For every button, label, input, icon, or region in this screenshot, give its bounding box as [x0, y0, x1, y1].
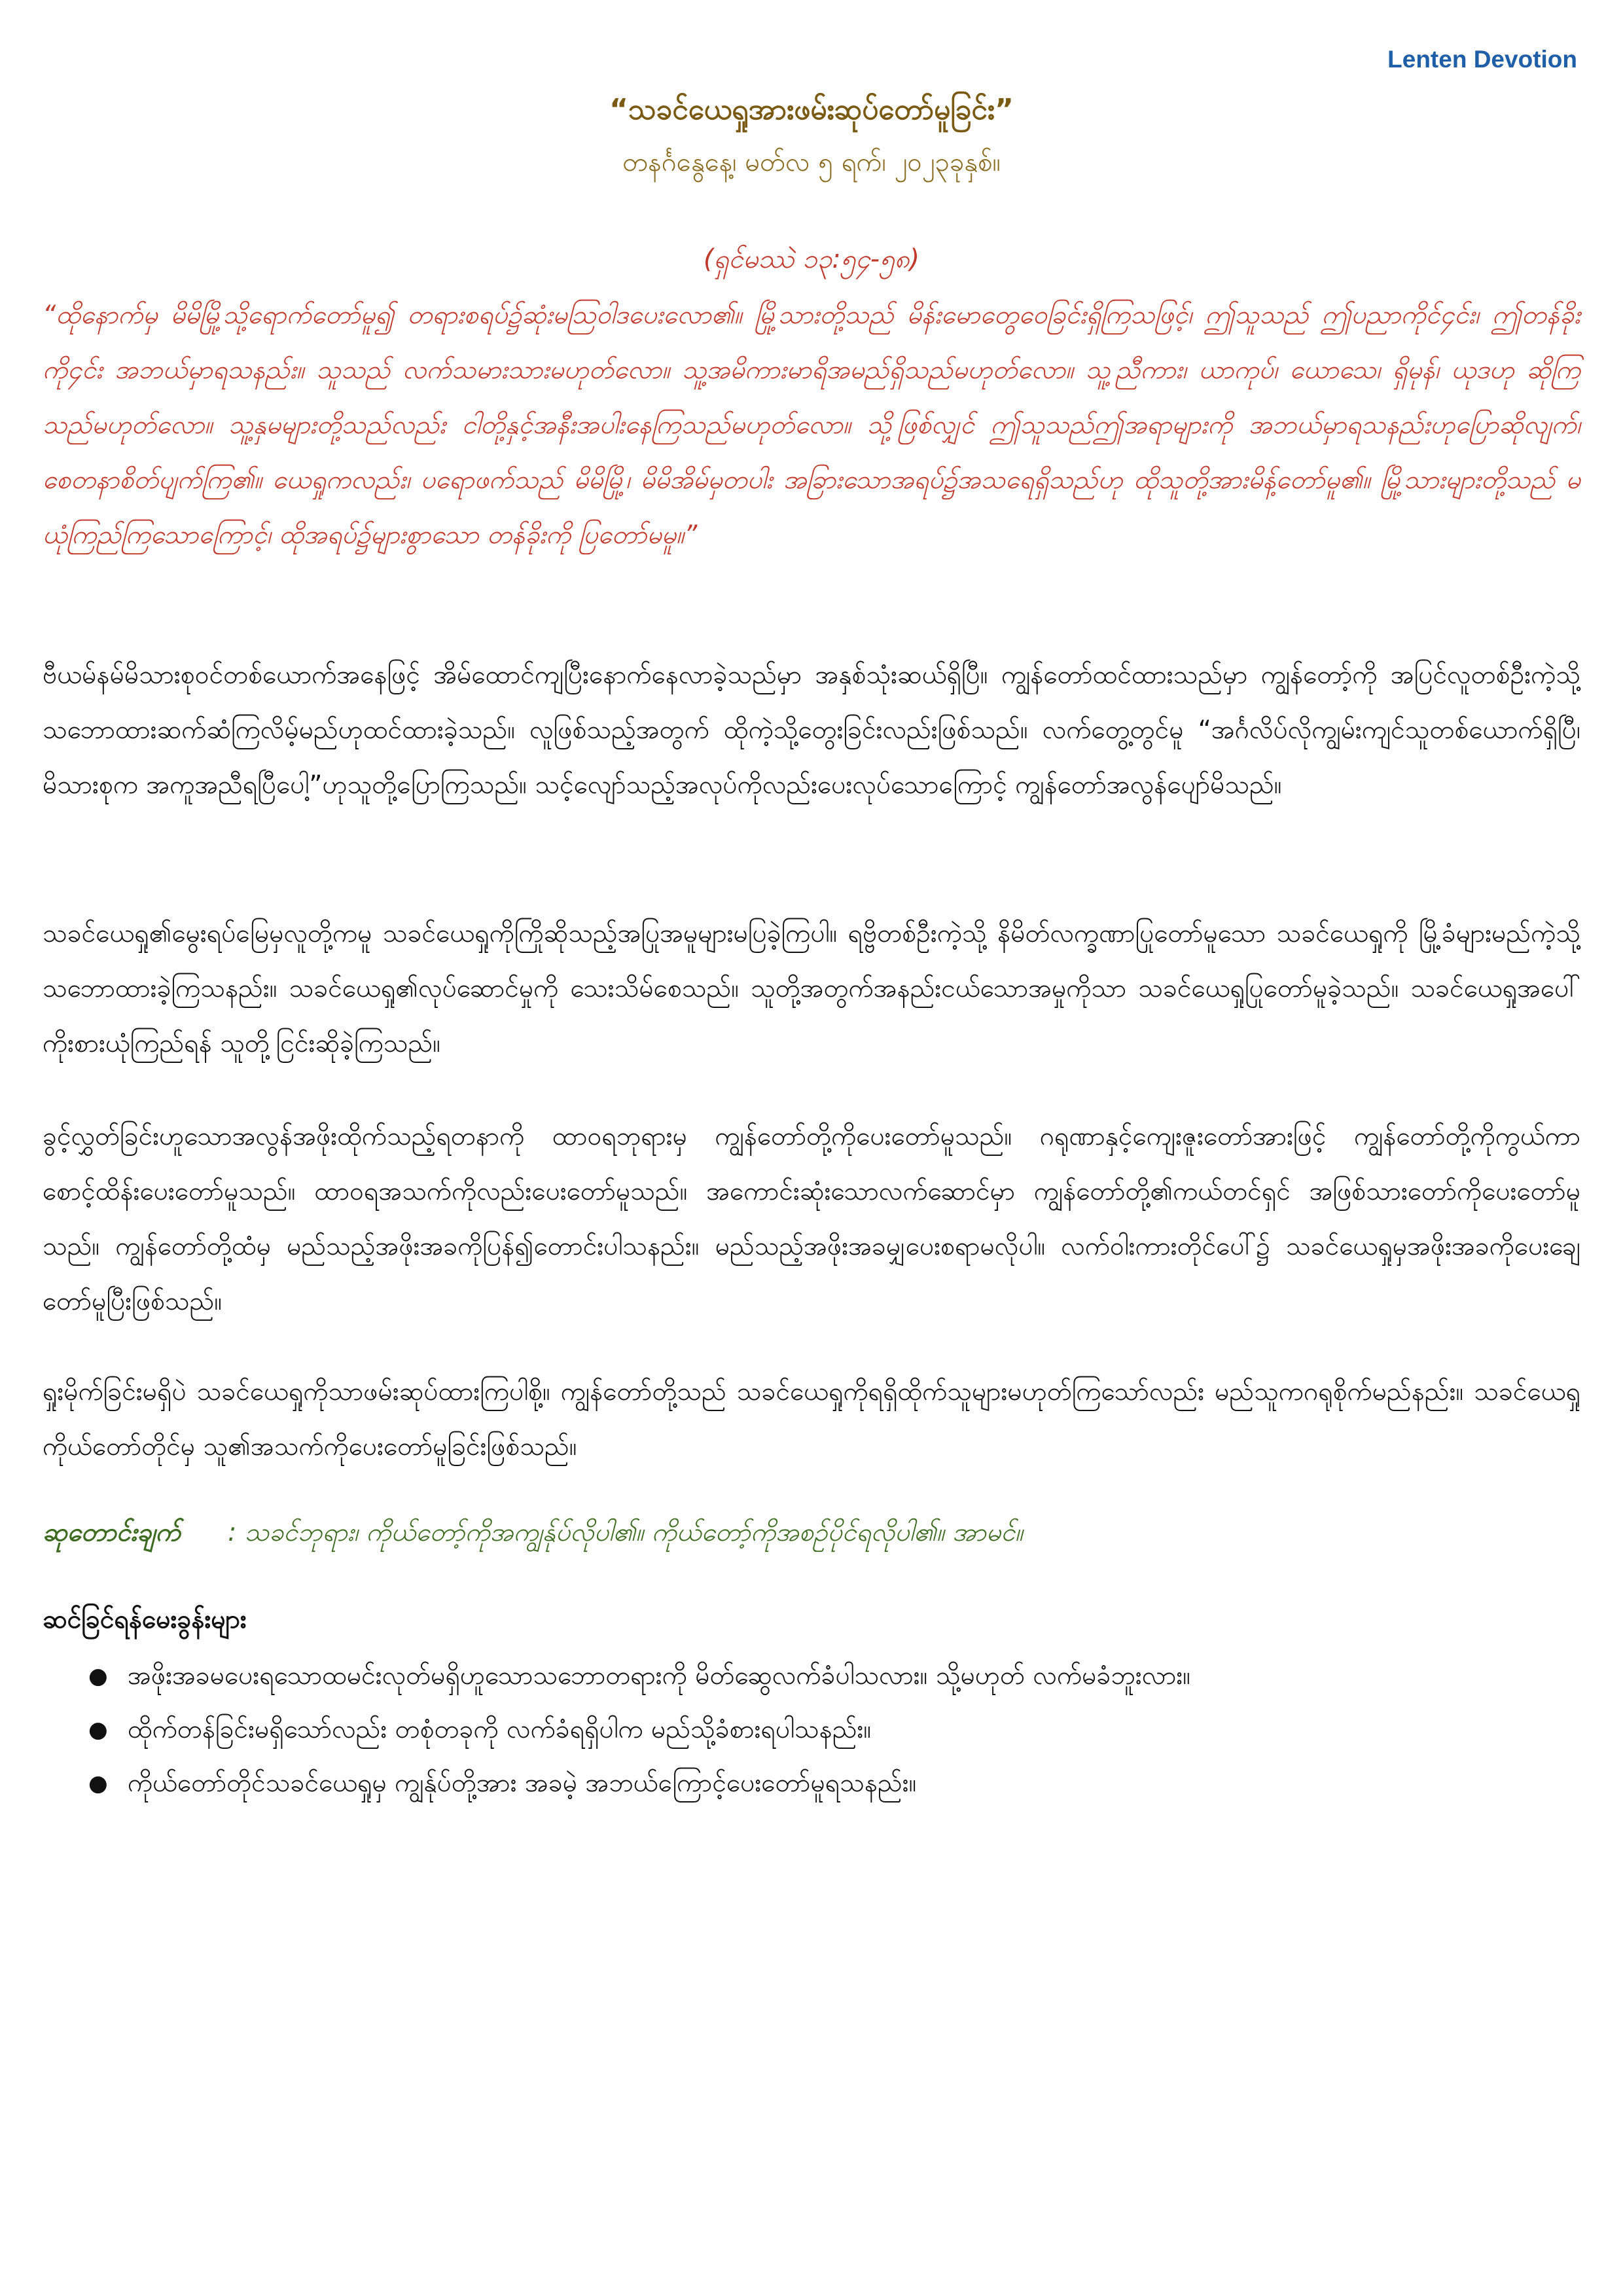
prayer: [43, 1505, 1580, 1560]
questions-list: [43, 1649, 1580, 1810]
prayer-label: ဆုတောင်းချက်: [43, 1518, 181, 1547]
question-text: အဖိုးအခမပေးရသောထမင်းလုတ်မရှိဟူသောသဘောတရားကို မိတ်ဆွေလက်ခံပါသလား။ သို့မဟုတ် လက်မခံဘူးလား။: [128, 1661, 1191, 1691]
header-tag: Lenten Devotion: [1387, 46, 1577, 73]
body-paragraph: ဗီယမ်နမ်မိသားစုဝင်တစ်ယောက်အနေဖြင့် အိမ်ထောင်ကျပြီးနောက်နေလာခဲ့သည်မှာ အနှစ်သုံးဆယ်ရှိပြီ။ ကျွန်တော်ထင်ထားသည်မှာ ကျွန်တော့်ကို အပြင်လူတစ်ဦးကဲ့သို့ သဘောထားဆက်ဆံကြလိမ့်မည်ဟုထင်ထားခဲ့သည်။ လူဖြစ်သည့်အတွက် ထိုကဲ့သို့တွေးခြင်းလည်းဖြစ်သည်။ လက်တွေ့တွင်မူ “အင်္ဂလိပ်လိုကျွမ်းကျင်သူတစ်ယောက်ရှိပြီ၊ မိသားစုက အကူအညီရပြီပေါ့”ဟုသူတို့ပြောကြသည်။ သင့်လျော်သည့်အလုပ်ကိုလည်းပေးလုပ်သောကြောင့် ကျွန်တော်အလွန်ပျော်မိသည်။: [43, 660, 1580, 800]
scripture-text: “ထိုနောက်မှ မိမိမြို့သို့ရောက်တော်မူ၍ တရားစရပ်၌ဆုံးမဩဝါဒပေးလော၏။ မြို့သားတို့သည် မိန်းမောတွေဝေခြင်းရှိကြသဖြင့်၊ ဤသူသည် ဤပညာကိုင်၄င်း၊ ဤတန်ခိုးကို၄င်း အဘယ်မှာရသနည်း။ သူသည် လက်သမားသားမဟုတ်လော။ သူ့အမိကားမာရိအမည်ရှိသည်မဟုတ်လော။ သူ့ညီကား၊ ယာကုပ်၊ ယောသေ၊ ရှိမုန်၊ ယုဒဟု ဆိုကြသည်မဟုတ်လော။ သူ့နှမများတို့သည်လည်း ငါတို့နှင့်အနီးအပါးနေကြသည်မဟုတ်လော။ သို့ဖြစ်လျှင် ဤသူသည်ဤအရာများကို အဘယ်မှာရသနည်းဟုပြောဆိုလျက်၊ စေတနာစိတ်ပျက်ကြ၏။ ယေရှုကလည်း၊ ပရောဖက်သည် မိမိမြို့၊ မိမိအိမ်မှတပါး အခြားသောအရပ်၌အသရေရှိသည်ဟု ထိုသူတို့အားမိန့်တော်မူ၏။ မြို့သားများတို့သည် မယုံကြည်ကြသောကြောင့်၊ ထိုအရပ်၌များစွာသော တန်ခိုးကို ပြတော်မမူ။”: [43, 300, 1580, 550]
bullet-icon: ●: [88, 1770, 108, 1797]
list-item: [43, 1649, 1580, 1703]
questions-heading: ဆင်ခြင်ရန်မေးခွန်းများ: [43, 1605, 247, 1634]
scripture-reference: (ရှင်မဿဲ ၁၃:၅၄-၅၈): [703, 244, 920, 274]
body-paragraph: ရှုးမိုက်ခြင်းမရှိပဲ သခင်ယေရှုကိုသာဖမ်းဆုပ်ထားကြပါစို့။ ကျွန်တော်တို့သည် သခင်ယေရှုကိုရရှိထိုက်သူများမဟုတ်ကြသော်လည်း မည်သူကဂရုစိုက်မည်နည်း။ သခင်ယေရှုကိုယ်တော်တိုင်မှ သူ၏အသက်ကိုပေးတော်မူခြင်းဖြစ်သည်။: [43, 1377, 1580, 1462]
list-item: [43, 1703, 1580, 1757]
page-date: တနင်္ဂနွေနေ့၊ မတ်လ ၅ ရက်၊ ၂၀၂၃ခုနှစ်။: [622, 147, 1001, 177]
page-title: “သခင်ယေရှုအားဖမ်းဆုပ်တော်မူခြင်း”: [609, 93, 1014, 126]
prayer-text: : သခင်ဘုရား၊ ကိုယ်တော့်ကိုအကျွန်ုပ်လိုပါ၏။ ကိုယ်တော့်ကိုအစဉ်ပိုင်ရလိုပါ၏။ အာမင်။: [228, 1518, 1023, 1547]
body-paragraph: ခွင့်လွှတ်ခြင်းဟူသောအလွန်အဖိုးထိုက်သည့်ရတနာကို ထာဝရဘုရားမှ ကျွန်တော်တို့ကိုပေးတော်မူသည်။ ဂရုဏာနှင့်ကျေးဇူးတော်အားဖြင့် ကျွန်တော်တို့ကိုကွယ်ကာစောင့်ထိန်းပေးတော်မူသည်။ ထာဝရအသက်ကိုလည်းပေးတော်မူသည်။ အကောင်းဆုံးသောလက်ဆောင်မှာ ကျွန်တော်တို့၏ကယ်တင်ရှင် အဖြစ်သားတော်ကိုပေးတော်မူသည်။ ကျွန်တော်တို့ထံမှ မည်သည့်အဖိုးအခကိုပြန်၍တောင်းပါသနည်း။ မည်သည့်အဖိုးအခမျှပေးစရာမလိုပါ။ လက်ဝါးကားတိုင်ပေါ်၌ သခင်ယေရှုမှအဖိုးအခကိုပေးချေတော်မူပြီးဖြစ်သည်။: [43, 1122, 1580, 1316]
body-paragraph: သခင်ယေရှု၏မွေးရပ်မြေမှလူတို့ကမူ သခင်ယေရှုကိုကြိုဆိုသည့်အပြုအမူများမပြခဲ့ကြပါ။ ရဗ္ဗိတစ်ဦးကဲ့သို့ နိမိတ်လက္ခဏာပြုတော်မူသော သခင်ယေရှုကို မြို့ခံများမည်ကဲ့သို့သဘောထားခဲ့ကြသနည်း။ သခင်ယေရှု၏လုပ်ဆောင်မှုကို သေးသိမ်စေသည်။ သူတို့အတွက်အနည်းငယ်သောအမှုကိုသာ သခင်ယေရှုပြုတော်မူခဲ့သည်။ သခင်ယေရှုအပေါ် ကိုးစားယုံကြည်ရန် သူတို့ငြင်းဆိုခဲ့ကြသည်။: [43, 919, 1580, 1058]
bullet-icon: ●: [88, 1717, 108, 1743]
question-text: ကိုယ်တော်တိုင်သခင်ယေရှုမှ ကျွန်ုပ်တို့အား အခမဲ့ အဘယ်ကြောင့်ပေးတော်မူရသနည်း။: [128, 1768, 917, 1798]
list-item: [43, 1757, 1580, 1810]
bullet-icon: ●: [88, 1663, 108, 1689]
question-text: ထိုက်တန်ခြင်းမရှိသော်လည်း တစုံတခုကို လက်ခံရရှိပါက မည်သို့ခံစားရပါသနည်း။: [128, 1715, 872, 1744]
